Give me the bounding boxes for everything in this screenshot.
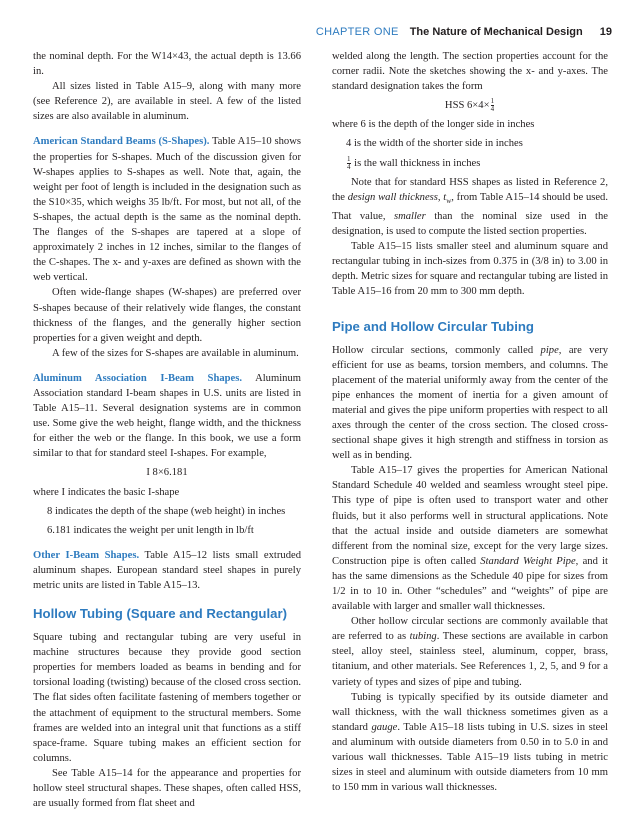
paragraph-aluminum-ibeam [33,371,301,462]
designation-equation [332,98,608,113]
definition-item: 6.181 indicates the weight per unit length in lb/ft [47,524,254,536]
paragraph-text: Aluminum Association standard I-beam shapes in U.S. units are listed in Table A15–11. Several designation systems are in common use. Some give the web height, flange width, and the thickness for either the web or the flange. In this book, we use a form similar to that for standard steel I-shapes. For example, [33,372,301,460]
fraction-numerator: 1 [490,97,495,106]
paragraph: Often wide-flange shapes (W-shapes) are preferred over S-shapes because of their relatively wide flanges, the constant thickness of the flanges, and the generally higher section properties for a given weight and depth. [33,287,301,344]
paragraph [332,690,608,796]
paragraph-american-standard [33,134,301,285]
emphasis: design wall thickness, t [347,191,447,203]
run-in-heading: American Standard Beams (S-Shapes). [33,136,210,148]
text: . These sections are available in carbon steel, alloy steel, stainless steel, aluminum, copper, brass, titanium, and other materials. See References 1, 2, 5, and 9 for a variety of types and sizes of pipe and tubing. [332,631,609,688]
paragraph-text: Table A15–10 shows the properties for S-shapes. Much of the discussion given for W-shapes applies to S-shapes as well. Note that, again, the weight per foot of length is included in the designation such as the S10×35, which weighs 35 lb/ft. For most, but not all, of the S-shapes, the actual depth is the same as the nominal depth. The flanges of the S-shapes are tapered at a slope of approximately 2 inches in 12 inches, similar to the flanges of the C-shapes. The x- and y-axes are defined as shown with the web vertical. [33,136,301,284]
paragraph-note [332,175,608,239]
paragraph: welded along the length. The section properties account for the corner radii. Note the sketches showing the x- and y-axes. The standard designation takes the form [332,51,608,93]
text: Other hollow circular sections are commonly available that are referred to as [332,616,608,643]
fraction-numerator: 1 [347,154,351,163]
definition-text: is the wall thickness in inches [351,157,481,169]
right-column [332,49,608,795]
where-clause: where I indicates the basic I-shape [33,486,180,498]
paragraph [332,343,608,464]
text: Table A15–17 gives the properties for American National Standard Schedule 40 welded and seamless wrought steel pipe. This type of pipe is often used to transport water and other fluids, but it also performs well in structural applications. Note that the actual inside and outside diameters are somewhat different from the nominal size, except for the very large sizes. Construction pipe is often called [332,465,608,567]
text: , from Table A15–14 should be used. That value, [332,191,609,222]
paragraph: All sizes listed in Table A15–9, along with many more (see Reference 2), are available in steel. A few of the listed sizes are also available in aluminum. [33,81,301,123]
paragraph: Square tubing and rectangular tubing are very useful in machine structures because they provide good section properties for members loaded as beams in bending and for torsional loading (twisting) because of the closed cross section. The flat sides often facilitate fastening of members together or the attachment of equipment to the structural members. Some frames are welded into an integral unit that functions as a stiff space-frame. Square tubing makes an efficient section for columns. [33,632,302,764]
running-header [316,26,612,38]
definition-item [346,156,608,171]
fraction-denominator: 4 [347,162,351,171]
paragraph: the nominal depth. For the W14×43, the actual depth is 13.66 in. [33,51,301,78]
chapter-label: CHAPTER ONE [315,26,399,38]
fraction [491,98,495,113]
definition-item: 8 indicates the depth of the shape (web height) in inches [47,505,286,517]
where-clause: where 6 is the depth of the longer side in inches [332,119,535,131]
paragraph-other-ibeam [33,548,301,593]
section-heading-hollow-tubing: Hollow Tubing (Square and Rectangular) [33,606,287,622]
emphasis: tubing [409,631,437,643]
text: Note that for standard HSS shapes as listed in Reference 2, the [332,176,608,203]
paragraph: Table A15–15 lists smaller steel and aluminum square and rectangular tubing in inch-sizes from 0.375 in (3/8 in) to 3.00 in depth. Metric sizes for square and rectangular tubing are listed in Table A15–16 from 20 mm to 300 mm depth. [332,241,608,298]
chapter-title: The Nature of Mechanical Design [409,26,583,38]
run-in-heading: Other I-Beam Shapes. [33,549,140,561]
text: and it has the same dimensions as the Schedule 40 pipe for sizes from 1/2 in to 10 in. Other “schedules” and “weights” of pipe are available with larger and smaller wall thicknesses. [332,555,608,613]
run-in-heading: Aluminum Association I-Beam Shapes. [33,372,243,384]
fraction-denominator: 4 [490,105,495,114]
page-number: 19 [599,26,612,38]
paragraph: See Table A15–14 for the appearance and properties for hollow steel structural shapes. These shapes, often called HSS, are usually formed from flat sheet and [33,767,301,810]
section-heading-pipe: Pipe and Hollow Circular Tubing [332,318,534,334]
definition-item: 4 is the width of the shorter side in inches [346,138,523,150]
text: Tubing is typically specified by its outside diameter and wall thickness, with the wall thickness sometimes given as a standard [332,691,608,733]
equation-text: HSS 6×4× [444,100,490,112]
emphasis: Standard Weight Pipe, [480,555,579,567]
left-column [33,49,301,811]
emphasis: gauge [371,721,398,733]
designation-equation: I 8×6.181 [146,467,188,479]
emphasis: pipe, [540,344,562,356]
text: than the nominal size used in the designation, is used to compute the listed section properties. [332,210,608,238]
text: are very efficient for use as beams, torsion members, and columns. The placement of the material uniformly away from the center of the pipe enhances the moment of inertia for a given amount of material and gives the pipe uniform properties with respect to all axes through the center of the cross section. The closed cross-sectional shape gives it high strength and stiffness in torsion as well as in bending. [332,344,609,462]
text: Hollow circular sections, commonly called [332,344,541,356]
paragraph [332,463,608,614]
paragraph [332,614,608,689]
paragraph: A few of the sizes for S-shapes are available in aluminum. [52,347,299,359]
fraction [347,156,351,171]
text: . Table A15–18 lists tubing in U.S. sizes in steel and aluminum with outside diameters from 0.50 in to 5.0 in and various wall thicknesses. Table A15–19 lists tubing in metric sizes in steel and aluminum with outside diameters from 10 mm to 150 mm in various wall thicknesses. [332,721,608,794]
subscript: w [446,196,452,205]
paragraph-text: Table A15–12 lists small extruded aluminum shapes. European standard steel shapes in purely metric units are listed in Table A15–13. [33,549,301,591]
emphasis: smaller [393,210,426,222]
